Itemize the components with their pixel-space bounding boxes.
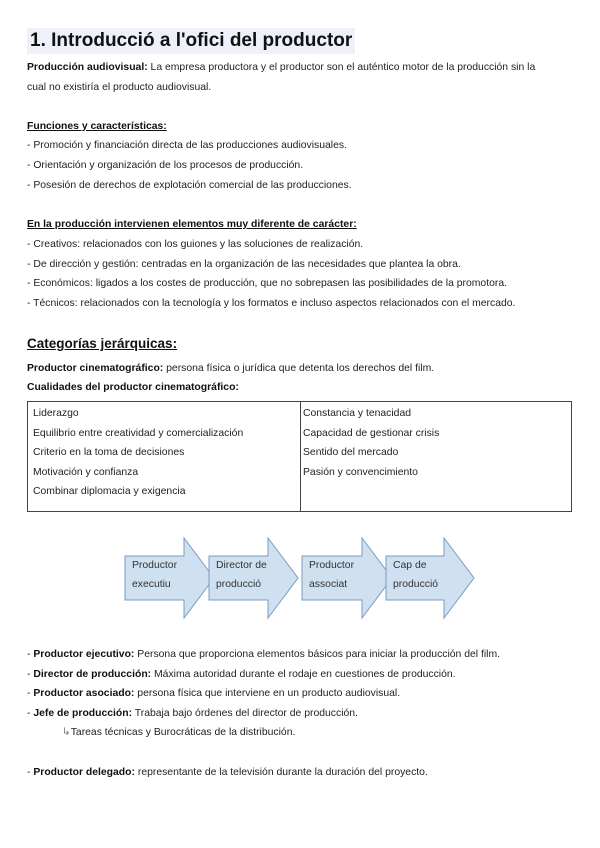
role-director-produccion: - Director de producción: Máxima autoridad durante el rodaje en cuestiones de producción. bbox=[27, 669, 456, 680]
productor-cinematografico-def: Productor cinematográfico: persona física o jurídica que detenta los derechos del film. bbox=[27, 363, 435, 374]
categorias-heading: Categorías jerárquicas: bbox=[27, 336, 178, 351]
table-cell: Combinar diplomacia y exigencia bbox=[33, 486, 186, 498]
funciones-heading: Funciones y características: bbox=[27, 121, 167, 132]
table-cell: Liderazgo bbox=[33, 408, 79, 419]
role-productor-ejecutivo: - Productor ejecutivo: Persona que proporciona elementos básicos para iniciar la producción del film. bbox=[27, 649, 501, 660]
arrow-label-cap-produccio: Cap de producció bbox=[393, 560, 439, 590]
intro-line-2: cual no existiría el producto audiovisual. bbox=[27, 82, 212, 93]
cualidades-heading: Cualidades del productor cinematográfico: bbox=[27, 382, 239, 393]
role-productor-asociado: - Productor asociado: persona física que interviene en un producto audiovisual. bbox=[27, 688, 401, 699]
arrow-label-director-produccio: Director de producció bbox=[216, 560, 267, 590]
funciones-item: - Promoción y financiación directa de las producciones audiovisuales. bbox=[27, 140, 347, 151]
table-cell: Capacidad de gestionar crisis bbox=[303, 427, 440, 439]
table-cell: Equilibrio entre creatividad y comercialización bbox=[33, 427, 244, 439]
arrow-label-productor-executiu: Productor executiu bbox=[132, 560, 178, 590]
funciones-item: - Posesión de derechos de explotación comercial de las producciones. bbox=[27, 180, 352, 191]
funciones-item: - Orientación y organización de los procesos de producción. bbox=[27, 160, 304, 171]
elementos-item: - Económicos: ligados a los costes de producción, que no sobrepasen las posibilidades de la promotora. bbox=[27, 278, 507, 289]
table-cell: Sentido del mercado bbox=[303, 447, 399, 459]
role-jefe-produccion: - Jefe de producción: Trabaja bajo órdenes del director de producción. bbox=[27, 708, 358, 719]
subitem-arrow-icon: ↳ bbox=[62, 727, 71, 738]
jefe-subitem: ↳Tareas técnicas y Burocráticas de la distribución. bbox=[62, 727, 296, 738]
table-cell: Constancia y tenacidad bbox=[303, 408, 412, 419]
table-cell: Criterio en la toma de decisiones bbox=[33, 447, 185, 459]
page-title: 1. Introducció a l'ofici del productor bbox=[27, 28, 355, 54]
table-cell: Pasión y convencimiento bbox=[303, 466, 418, 478]
role-productor-delegado: - Productor delegado: representante de la televisión durante la duración del proyecto. bbox=[27, 767, 428, 778]
table-cell: Motivación y confianza bbox=[33, 466, 139, 478]
arrow-label-productor-associat: Productor associat bbox=[309, 560, 355, 590]
elementos-item: - Técnicos: relacionados con la tecnología y los formatos e incluso aspectos relacionados con el mercado. bbox=[27, 298, 516, 309]
intro-text-1: La empresa productora y el productor son el auténtico motor de la producción sin la bbox=[147, 62, 536, 73]
elementos-item: - Creativos: relacionados con los guiones y las soluciones de realización. bbox=[27, 239, 364, 250]
elementos-heading: En la producción intervienen elementos muy diferente de carácter: bbox=[27, 219, 357, 230]
intro-label: Producción audiovisual: bbox=[27, 62, 148, 73]
elementos-item: - De dirección y gestión: centradas en la organización de las necesidades que plantea la obra. bbox=[27, 259, 461, 270]
